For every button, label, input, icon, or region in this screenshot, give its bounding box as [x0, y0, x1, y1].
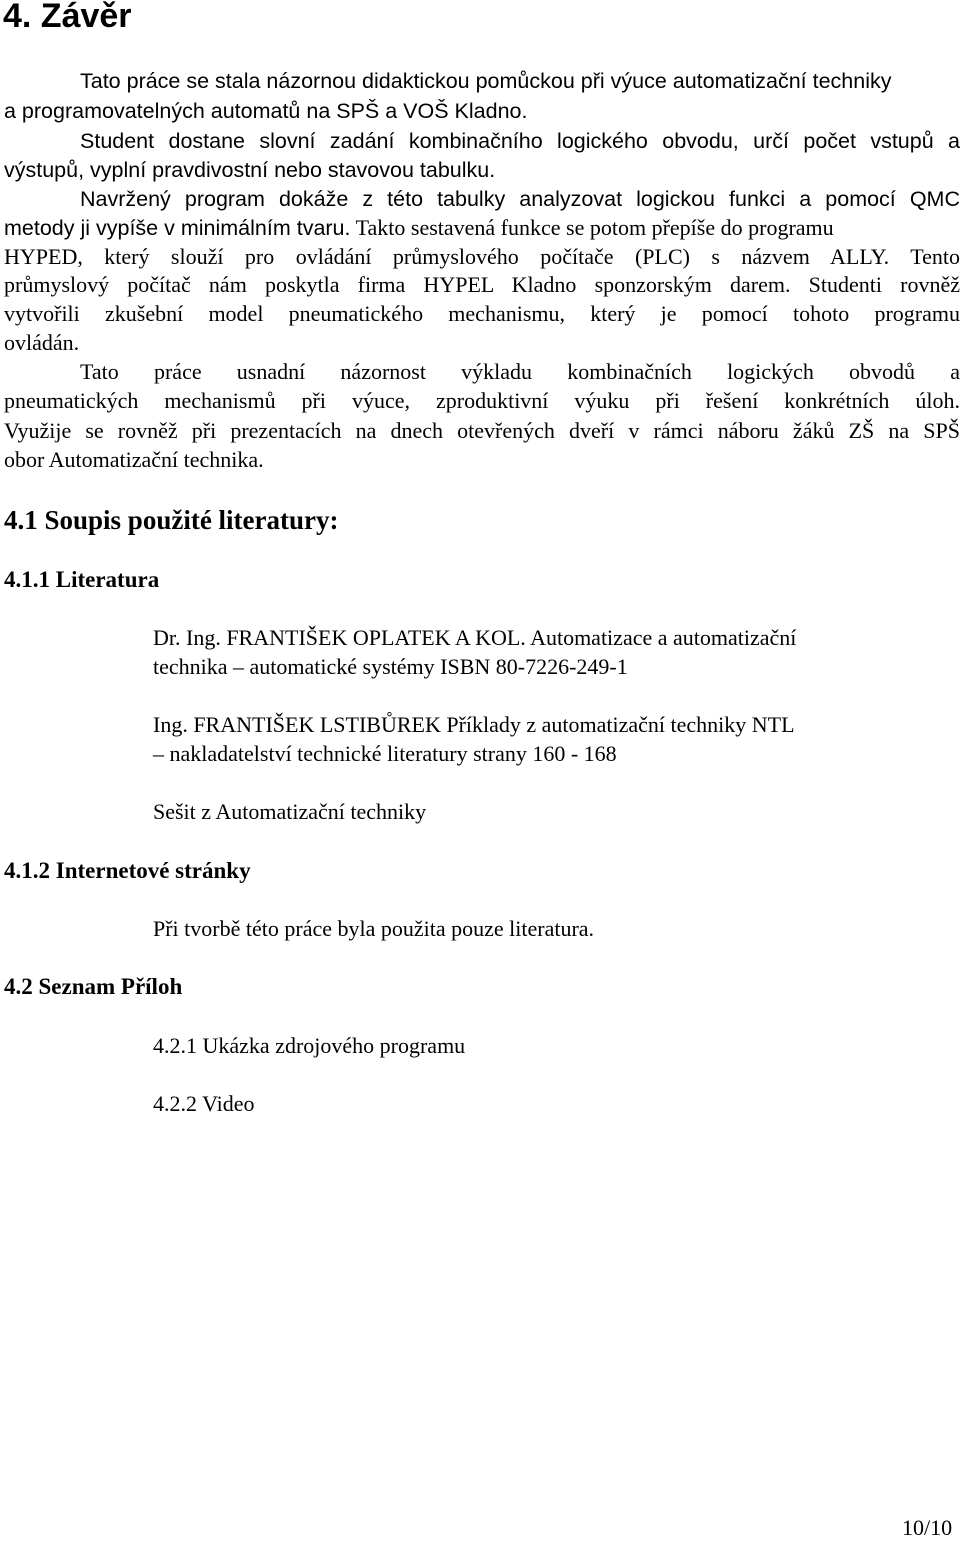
attachment-1: 4.2.1 Ukázka zdrojového programu — [153, 1033, 466, 1058]
reference-1-line-1: Dr. Ing. FRANTIŠEK OPLATEK A KOL. Automatizace a automatizační — [153, 625, 797, 650]
internet-sources-note: Při tvorbě této práce byla použita pouze literatura. — [153, 916, 595, 941]
conclusion-line-4: výstupů, vyplní pravdivostní nebo stavovou tabulku. — [4, 158, 496, 182]
conclusion-line-14: obor Automatizační technika. — [4, 447, 264, 472]
conclusion-line-7: HYPED, který slouží pro ovládání průmyslového počítače (PLC) s názvem ALLY. Tento — [4, 244, 960, 269]
conclusion-line-6 — [4, 213, 960, 243]
conclusion-line-9: vytvořili zkušební model pneumatického mechanismu, který je pomocí tohoto programu — [4, 301, 960, 326]
conclusion-line-1: Tato práce se stala názornou didaktickou pomůckou při výuce automatizační techniky — [80, 69, 892, 93]
conclusion-line-12: pneumatických mechanismů při výuce, zproduktivní výuku při řešení konkrétních úloh. — [4, 388, 960, 413]
conclusion-line-3: Student dostane slovní zadání kombinačního logického obvodu, určí počet vstupů a — [80, 129, 960, 153]
section-heading-4-2: 4.2 Seznam Příloh — [4, 974, 183, 999]
conclusion-line-11: Tato práce usnadní názornost výkladu kombinačních logických obvodů a — [80, 359, 960, 384]
section-heading-4-1: 4.1 Soupis použité literatury: — [4, 505, 339, 535]
reference-3: Sešit z Automatizační techniky — [153, 799, 427, 824]
page-heading: 4. Závěr — [3, 0, 132, 35]
conclusion-line-13: Využije se rovněž při prezentacích na dnech otevřených dveří v rámci náboru žáků ZŠ na SPŠ — [4, 418, 960, 443]
reference-1-line-2: technika – automatické systémy ISBN 80-7226-249-1 — [153, 654, 628, 679]
conclusion-line-8: průmyslový počítač nám poskytla firma HYPEL Kladno sponzorským darem. Studenti rovněž — [4, 272, 960, 297]
conclusion-line-6-end: Takto sestavená funkce se potom přepíše do programu — [350, 215, 834, 240]
page-number: 10/10 — [902, 1515, 953, 1540]
attachment-2: 4.2.2 Video — [153, 1091, 255, 1116]
reference-2-line-1: Ing. FRANTIŠEK LSTIBŮREK Příklady z automatizační techniky NTL — [153, 712, 795, 737]
conclusion-line-6-start: metody ji vypíše v minimálním tvaru. — [4, 216, 351, 240]
conclusion-line-5: Navržený program dokáže z této tabulky analyzovat logickou funkci a pomocí QMC — [80, 187, 960, 211]
section-heading-4-1-2: 4.1.2 Internetové stránky — [4, 858, 251, 883]
conclusion-line-2: a programovatelných automatů na SPŠ a VOŠ Kladno. — [4, 99, 528, 123]
section-heading-4-1-1: 4.1.1 Literatura — [4, 567, 160, 592]
reference-2-line-2: – nakladatelství technické literatury strany 160 - 168 — [153, 741, 617, 766]
conclusion-line-10: ovládán. — [4, 330, 80, 355]
